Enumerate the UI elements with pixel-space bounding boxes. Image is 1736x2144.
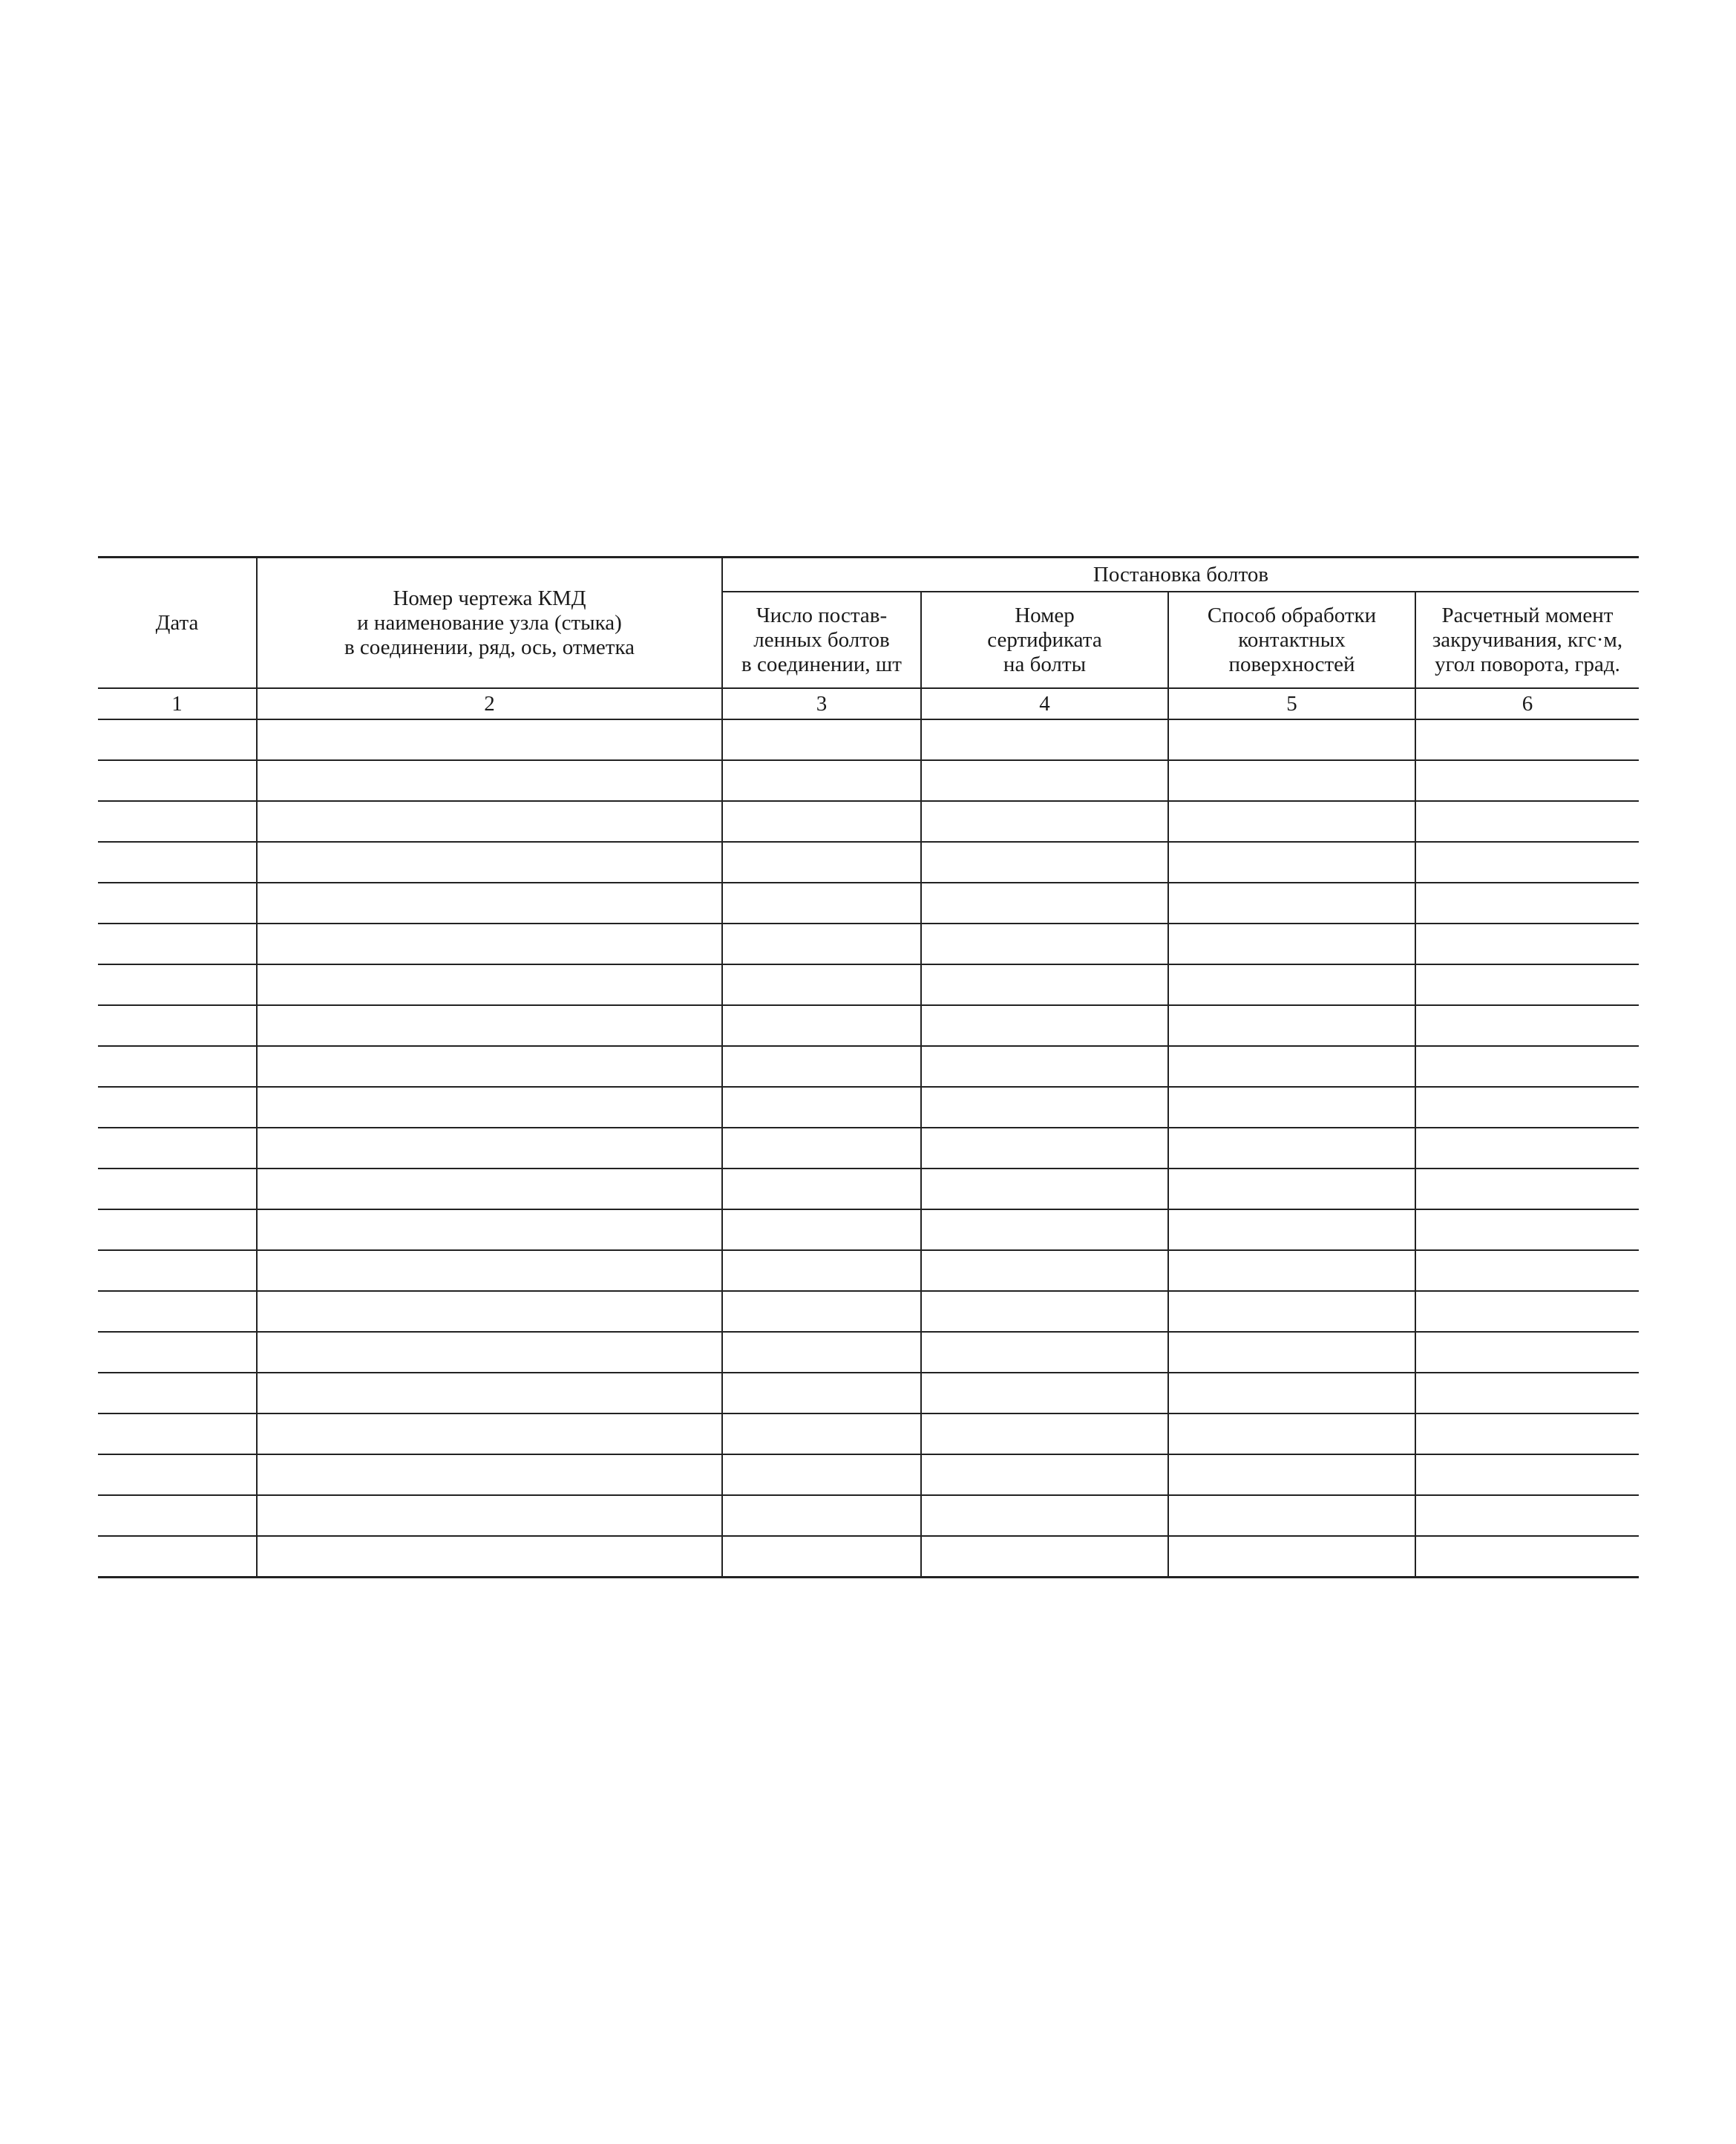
table-row — [98, 719, 1639, 760]
table-cell — [722, 1169, 921, 1209]
table-cell — [1168, 1332, 1415, 1373]
table-cell — [1168, 801, 1415, 842]
table-cell — [257, 1454, 722, 1495]
table-cell — [257, 760, 722, 801]
table-cell — [921, 801, 1168, 842]
header-row-top — [98, 558, 1639, 592]
table-cell — [1168, 1128, 1415, 1169]
header-date-label: Дата — [155, 610, 199, 635]
table-row — [98, 1413, 1639, 1454]
table-row — [98, 1250, 1639, 1291]
table-cell — [1168, 924, 1415, 964]
table-row — [98, 760, 1639, 801]
table-cell — [722, 1291, 921, 1332]
table-row — [98, 842, 1639, 883]
table-row — [98, 1373, 1639, 1413]
table-cell — [722, 1495, 921, 1536]
table-row — [98, 1005, 1639, 1046]
header-certificate — [921, 592, 1168, 688]
table-cell — [722, 924, 921, 964]
table-cell — [98, 842, 257, 883]
table-cell — [921, 842, 1168, 883]
table-cell — [1168, 1413, 1415, 1454]
table-cell — [1415, 1128, 1639, 1169]
table-cell — [722, 760, 921, 801]
table-cell — [98, 924, 257, 964]
table-cell — [98, 1087, 257, 1128]
column-number-row — [98, 688, 1639, 719]
column-number: 6 — [1415, 688, 1639, 719]
header-torque-label: Расчетный момент закручивания, кгс·м, угол поворота, град. — [1432, 603, 1623, 676]
table-cell — [921, 1128, 1168, 1169]
table-cell — [257, 924, 722, 964]
table-cell — [257, 1373, 722, 1413]
column-number: 4 — [921, 688, 1168, 719]
table-cell — [1168, 1169, 1415, 1209]
table-cell — [98, 1536, 257, 1578]
table-cell — [257, 1495, 722, 1536]
header-surface-treatment — [1168, 592, 1415, 688]
table-cell — [921, 760, 1168, 801]
column-number: 1 — [98, 688, 257, 719]
table-row — [98, 924, 1639, 964]
table-cell — [98, 1413, 257, 1454]
table-cell — [1168, 1250, 1415, 1291]
table-cell — [1415, 801, 1639, 842]
table-row — [98, 1169, 1639, 1209]
table-cell — [1415, 1250, 1639, 1291]
table-cell — [1168, 1005, 1415, 1046]
table-cell — [1168, 719, 1415, 760]
table-cell — [1415, 1087, 1639, 1128]
table-cell — [722, 1536, 921, 1578]
table-cell — [1168, 1046, 1415, 1087]
table-cell — [921, 1332, 1168, 1373]
table-cell — [98, 1454, 257, 1495]
table-cell — [98, 1128, 257, 1169]
table-cell — [921, 1291, 1168, 1332]
table-cell — [257, 1169, 722, 1209]
table-cell — [921, 1005, 1168, 1046]
table-row — [98, 883, 1639, 924]
table-cell — [98, 1495, 257, 1536]
header-bolt-count — [722, 592, 921, 688]
table-cell — [257, 1291, 722, 1332]
table-cell — [722, 1373, 921, 1413]
table-cell — [257, 883, 722, 924]
table-cell — [722, 964, 921, 1005]
table-row — [98, 1332, 1639, 1373]
table-cell — [1168, 883, 1415, 924]
table-cell — [1168, 1291, 1415, 1332]
column-number: 2 — [257, 688, 722, 719]
table-cell — [257, 719, 722, 760]
table-cell — [257, 842, 722, 883]
bolt-installation-log-table — [98, 556, 1639, 1578]
table-cell — [722, 842, 921, 883]
table-cell — [722, 719, 921, 760]
table-cell — [921, 1250, 1168, 1291]
table-cell — [1168, 842, 1415, 883]
table-cell — [1415, 1536, 1639, 1578]
table-row — [98, 1209, 1639, 1250]
table-cell — [257, 1250, 722, 1291]
table-cell — [257, 1005, 722, 1046]
table-body — [98, 558, 1639, 1578]
table-cell — [1415, 1495, 1639, 1536]
column-number: 3 — [722, 688, 921, 719]
table-cell — [98, 1005, 257, 1046]
table-cell — [921, 1046, 1168, 1087]
table-cell — [1415, 1209, 1639, 1250]
table-cell — [257, 964, 722, 1005]
header-certificate-label: Номер сертификата на болты — [987, 603, 1102, 676]
table-cell — [921, 1536, 1168, 1578]
table-cell — [98, 1046, 257, 1087]
table-cell — [98, 1291, 257, 1332]
table-row — [98, 1128, 1639, 1169]
table-cell — [98, 1169, 257, 1209]
table-cell — [1415, 1005, 1639, 1046]
table-cell — [98, 719, 257, 760]
table-cell — [257, 1128, 722, 1169]
table-cell — [1415, 1046, 1639, 1087]
table-cell — [722, 883, 921, 924]
table-cell — [1415, 719, 1639, 760]
table-cell — [1168, 1209, 1415, 1250]
table-cell — [98, 964, 257, 1005]
table-cell — [921, 1169, 1168, 1209]
table-cell — [921, 1413, 1168, 1454]
table-cell — [722, 1087, 921, 1128]
header-bolt-count-label: Число постав- ленных болтов в соединении, шт — [741, 603, 902, 676]
table-cell — [1168, 964, 1415, 1005]
table-cell — [921, 1454, 1168, 1495]
header-drawing-label: Номер чертежа КМД и наименование узла (стыка) в соединении, ряд, ось, отметка — [344, 586, 635, 659]
table-cell — [722, 1250, 921, 1291]
table-cell — [1168, 1087, 1415, 1128]
table-cell — [1168, 1454, 1415, 1495]
table-cell — [257, 1209, 722, 1250]
table-cell — [921, 1373, 1168, 1413]
table-row — [98, 1454, 1639, 1495]
table-cell — [1168, 1495, 1415, 1536]
table-cell — [722, 1209, 921, 1250]
table-cell — [257, 1046, 722, 1087]
column-number: 5 — [1168, 688, 1415, 719]
table-cell — [257, 1413, 722, 1454]
header-group-label: Постановка болтов — [1093, 562, 1269, 586]
table-row — [98, 964, 1639, 1005]
table-cell — [98, 1209, 257, 1250]
table-row — [98, 1087, 1639, 1128]
table-cell — [1415, 1373, 1639, 1413]
table-row — [98, 1536, 1639, 1578]
table-cell — [1415, 1291, 1639, 1332]
table-cell — [921, 1209, 1168, 1250]
table-cell — [921, 883, 1168, 924]
table-cell — [921, 964, 1168, 1005]
table-cell — [1415, 1169, 1639, 1209]
header-surface-treatment-label: Способ обработки контактных поверхностей — [1207, 603, 1377, 676]
table-cell — [722, 1454, 921, 1495]
table-cell — [1415, 1454, 1639, 1495]
table-row — [98, 801, 1639, 842]
table-cell — [1168, 1536, 1415, 1578]
table-cell — [921, 719, 1168, 760]
table-cell — [1415, 883, 1639, 924]
table-cell — [98, 1373, 257, 1413]
table-cell — [1168, 760, 1415, 801]
table-cell — [722, 1046, 921, 1087]
table-cell — [1415, 842, 1639, 883]
table-cell — [722, 1413, 921, 1454]
table-cell — [1415, 964, 1639, 1005]
table-row — [98, 1495, 1639, 1536]
table-cell — [722, 1128, 921, 1169]
table-cell — [722, 1332, 921, 1373]
table-cell — [98, 1250, 257, 1291]
table-row — [98, 1046, 1639, 1087]
header-drawing — [257, 558, 722, 689]
table-cell — [1415, 1413, 1639, 1454]
table-cell — [921, 1495, 1168, 1536]
table-cell — [257, 1536, 722, 1578]
table-row — [98, 1291, 1639, 1332]
table-cell — [98, 801, 257, 842]
table-cell — [1415, 924, 1639, 964]
table-cell — [98, 760, 257, 801]
table-cell — [1415, 760, 1639, 801]
table-cell — [98, 883, 257, 924]
header-torque — [1415, 592, 1639, 688]
table-cell — [1168, 1373, 1415, 1413]
table-cell — [98, 1332, 257, 1373]
table-cell — [257, 1332, 722, 1373]
table-cell — [722, 1005, 921, 1046]
table-cell — [921, 924, 1168, 964]
header-bolt-installation-group — [722, 558, 1639, 592]
table-cell — [257, 801, 722, 842]
table-cell — [1415, 1332, 1639, 1373]
table-cell — [921, 1087, 1168, 1128]
table-cell — [257, 1087, 722, 1128]
table-cell — [722, 801, 921, 842]
header-date — [98, 558, 257, 689]
